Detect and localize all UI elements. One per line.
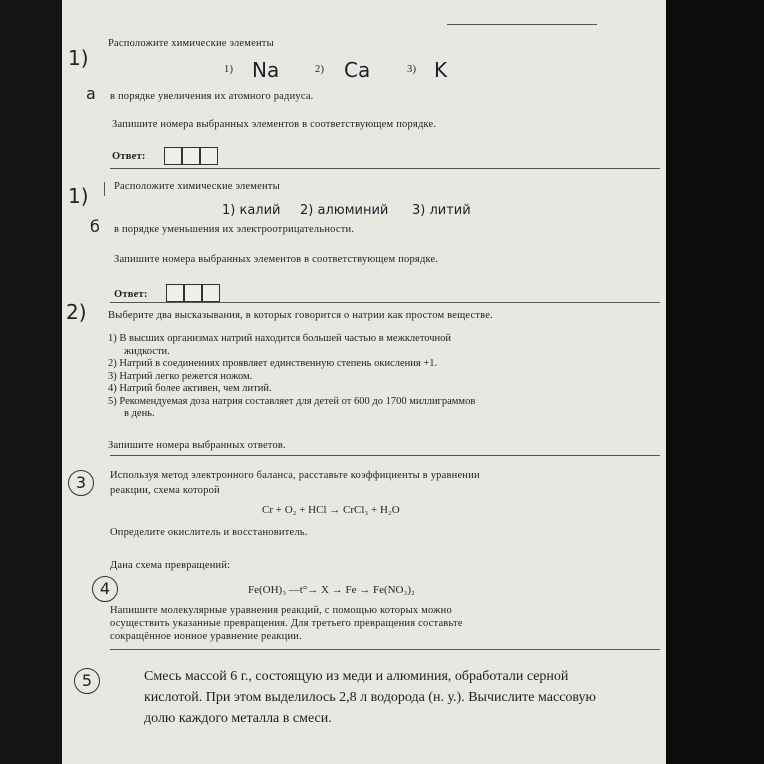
task1b-bar [104,182,105,196]
task1b-el-3: 3) литий [412,203,471,218]
task3-equation: Cr + O₂ + HCl → CrCl₃ + H₂O [262,504,400,516]
task1a-el-1-num: 1) [224,64,234,75]
task1b-answer-box-2[interactable] [184,284,202,302]
divider-4 [110,649,660,650]
task2-option: 1) В высших организмах натрий находится большей частью в межклеточной [108,333,452,344]
task4-marker: 4 [92,576,118,602]
task1a-el-2: Ca [344,58,371,82]
task2-option: 5) Рекомендуемая доза натрия составляет для детей от 600 до 1700 миллиграммов [108,395,476,407]
task1a-sub: a [86,84,96,103]
task2-marker: 2) [66,300,87,324]
divider-3 [110,455,660,456]
task2-option: 2) Натрий в соединениях проявляет единственную степень окисления +1. [108,358,438,369]
task3-line3: Определите окислитель и восстановитель. [110,527,308,538]
task1b-prompt: Расположите химические элементы [114,181,280,192]
worksheet-page [62,0,666,764]
task1b-el-1: 1) калий [222,203,281,218]
divider-2 [110,302,660,303]
task1a-answer-box-1[interactable] [164,147,182,165]
divider-1 [110,168,660,169]
task1b-sub: б [90,217,100,236]
task1a-el-2-num: 2) [315,64,325,75]
task1a-el-1: Na [252,58,280,82]
task1a-el-3-num: 3) [407,64,417,75]
task2-option: 4) Натрий более активен, чем литий. [108,383,272,394]
task5-line: долю каждого металла в смеси. [144,711,332,726]
task1a-marker: 1) [68,46,89,70]
left-background [0,0,62,764]
task1b-answer-label: Ответ: [114,289,148,300]
task2-instruction: Запишите номера выбранных ответов. [108,440,286,451]
task4-scheme: Fe(OH)₃ —t°→ X → Fe → Fe(NO₃)₂ [248,584,415,596]
task2-option: жидкости. [124,345,170,357]
task2-option: в день. [124,408,155,419]
task1a-instruction: Запишите номера выбранных элементов в соответствующем порядке. [112,119,437,130]
task2-option: 3) Натрий легко режется ножом. [108,370,253,382]
task1b-answer-box-1[interactable] [166,284,184,302]
task1a-answer-label: Ответ: [112,151,146,162]
task1b-order: в порядке уменьшения их электроотрицательности. [114,224,355,235]
task5-marker: 5 [74,668,100,694]
task4-title: Дана схема превращений: [110,560,231,571]
task1a-answer-box-3[interactable] [200,147,218,165]
task5-text [144,666,596,729]
task5-line: Смесь массой 6 г., состоящую из меди и алюминия, обработали серной [144,669,569,684]
task4-text-3: сокращённое ионное уравнение реакции. [110,631,302,642]
task5-line: кислотой. При этом выделилось 2,8 л водорода (н. у.). Вычислите массовую [144,690,597,705]
task1b-answer-box-3[interactable] [202,284,220,302]
task1b-el-2: 2) алюминий [300,203,389,218]
task3-marker: 3 [68,470,94,496]
task1b-instruction: Запишите номера выбранных элементов в соответствующем порядке. [114,254,439,265]
task1a-el-3: K [434,58,448,82]
task1a-answer-box-2[interactable] [182,147,200,165]
task2-prompt: Выберите два высказывания, в которых говорится о натрии как простом веществе. [108,310,493,321]
task2-options [108,333,475,421]
task1a-prompt: Расположите химические элементы [108,38,274,49]
task4-text-2: осуществить указанные превращения. Для третьего превращения составьте [110,618,463,629]
task1a-order: в порядке увеличения их атомного радиуса. [110,91,314,102]
task1b-marker: 1) [68,184,89,208]
task4-text-1: Напишите молекулярные уравнения реакций, с помощью которых можно [110,605,452,616]
top-line [447,24,597,25]
task3-line1: Используя метод электронного баланса, расставьте коэффициенты в уравнении [110,470,480,481]
right-background [666,0,764,764]
task3-line2: реакции, схема которой [110,485,220,496]
